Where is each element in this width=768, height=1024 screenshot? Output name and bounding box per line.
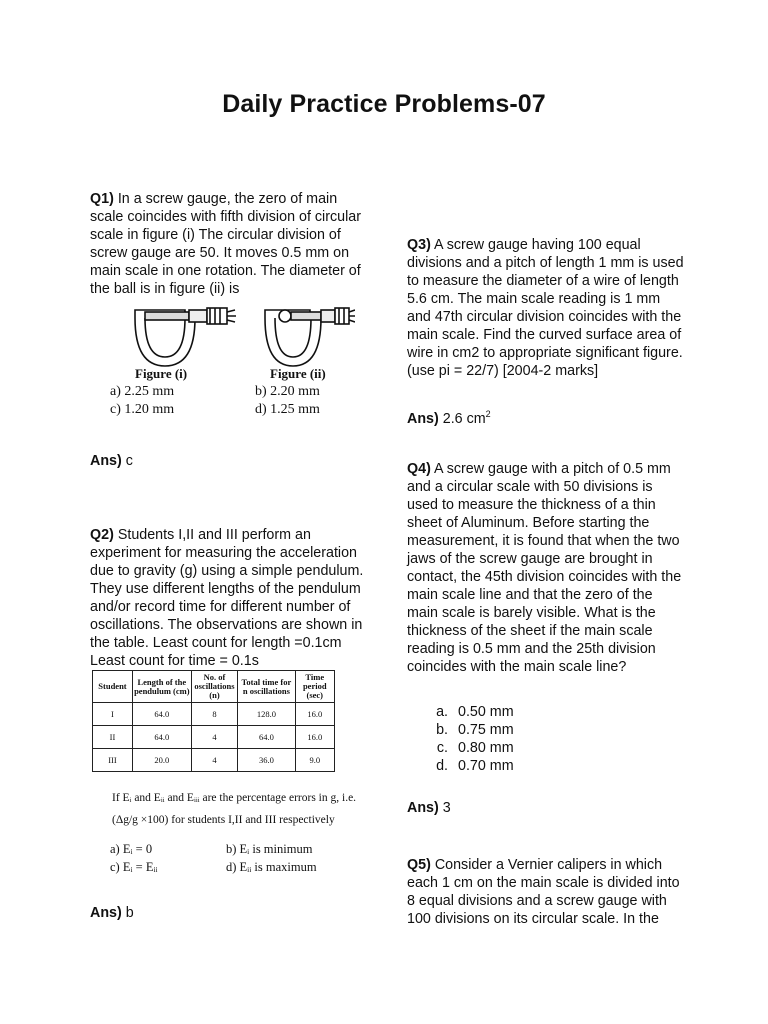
q2-option-b: b) Eᵢ is minimum bbox=[226, 842, 313, 856]
question-2 bbox=[90, 526, 368, 670]
table-cell: 20.0 bbox=[132, 749, 191, 772]
table-cell: 4 bbox=[191, 726, 238, 749]
screw-gauge-figure-2 bbox=[265, 308, 355, 366]
q1-answer-label: Ans) bbox=[90, 453, 122, 469]
table-cell: 64.0 bbox=[238, 726, 295, 749]
question-5-body: Consider a Vernier calipers in which each 1 cm on the main scale is divided into 8 equal divisions and a screw gauge with 100 divisions on its circular scale. In the bbox=[407, 857, 680, 927]
q3-answer-superscript: 2 bbox=[485, 409, 491, 419]
q1-option-c: c) 1.20 mm bbox=[110, 402, 175, 417]
table-cell: 16.0 bbox=[295, 726, 334, 749]
q1-answer-value: c bbox=[121, 453, 133, 469]
question-4-number: Q4) bbox=[407, 461, 431, 477]
table-header-cell: Total time for n oscillations bbox=[238, 671, 295, 703]
figure-captions-and-options bbox=[105, 366, 355, 420]
table-cell: 36.0 bbox=[238, 749, 295, 772]
table-header-cell: Time period (sec) bbox=[295, 671, 334, 703]
screw-gauge-figure-1 bbox=[135, 308, 236, 366]
q1-option-d: d) 1.25 mm bbox=[255, 402, 320, 417]
q2-note-line-2: (Δg/g ×100) for students I,II and III respectively bbox=[112, 814, 335, 826]
question-3-body: A screw gauge having 100 equal divisions and a pitch of length 1 mm is used to measure the diameter of a wire of length 5.6 cm. The main scale reading is 1 mm and 47th circular division coincides with the main scale. Find the curved surface area of wire in cm2 to appropriate significant figure. (use pi = 22/7) [2004-2 marks] bbox=[407, 237, 684, 379]
table-row bbox=[93, 726, 335, 749]
question-1-number: Q1) bbox=[90, 191, 114, 207]
q2-option-d: d) Eᵢᵢ is maximum bbox=[226, 860, 317, 874]
table-cell: 128.0 bbox=[238, 703, 295, 726]
table-header-row bbox=[93, 671, 335, 703]
observation-table bbox=[92, 670, 335, 772]
q2-note bbox=[112, 790, 362, 828]
question-3-number: Q3) bbox=[407, 237, 431, 253]
question-5 bbox=[407, 856, 685, 928]
table-cell: 4 bbox=[191, 749, 238, 772]
q4-answer-label: Ans) bbox=[407, 800, 439, 816]
table-cell: 64.0 bbox=[132, 703, 191, 726]
page-title: Daily Practice Problems-07 bbox=[222, 90, 546, 118]
q3-answer bbox=[407, 405, 685, 428]
table-row bbox=[93, 703, 335, 726]
q4-option-b: b. 0.75 mm bbox=[452, 721, 685, 739]
table-header-cell: Length of the pendulum (cm) bbox=[132, 671, 191, 703]
table-cell: 64.0 bbox=[132, 726, 191, 749]
q2-options bbox=[110, 840, 360, 876]
q1-option-a: a) 2.25 mm bbox=[110, 384, 175, 399]
table-header-cell: Student bbox=[93, 671, 133, 703]
question-4-body: A screw gauge with a pitch of 0.5 mm and a circular scale with 50 divisions is used to measure the thickness of a thin sheet of Aluminum. Before starting the measurement, it is found that when the two jaws of the screw gauge are brought in contact, the 45th division coincides with the main scale line and that the zero of the main scale is barely visible. What is the thickness of the sheet if the main scale reading is 0.5 mm and the 25th division coincides with the main scale line? bbox=[407, 461, 682, 675]
question-4 bbox=[407, 460, 685, 775]
question-1 bbox=[90, 190, 368, 298]
figure-1-caption: Figure (i) bbox=[135, 366, 188, 381]
q1-option-b: b) 2.20 mm bbox=[255, 384, 320, 399]
table-cell: 8 bbox=[191, 703, 238, 726]
table-cell: 9.0 bbox=[295, 749, 334, 772]
q1-answer bbox=[90, 452, 368, 470]
question-5-number: Q5) bbox=[407, 857, 431, 873]
q3-answer-label: Ans) bbox=[407, 410, 439, 427]
question-1-body: In a screw gauge, the zero of main scale coincides with fifth division of circular scale in figure (i) The circular division of screw gauge are 50. It moves 0.5 mm on main scale in one rotation. The diameter of the ball is in figure (ii) is bbox=[90, 191, 361, 297]
q4-answer bbox=[407, 799, 685, 817]
q2-answer-label: Ans) bbox=[90, 905, 122, 921]
q2-option-c: c) Eᵢ = Eᵢᵢ bbox=[110, 860, 158, 874]
table-cell: II bbox=[93, 726, 133, 749]
q4-answer-value: 3 bbox=[438, 800, 451, 816]
question-3 bbox=[407, 236, 685, 380]
q2-note-line-1: If Eᵢ and Eᵢᵢ and Eᵢᵢᵢ are the percentage errors in g, i.e. bbox=[112, 792, 357, 804]
table-header-cell: No. of oscillations (n) bbox=[191, 671, 238, 703]
q2-answer bbox=[90, 904, 368, 922]
question-2-body: Students I,II and III perform an experiment for measuring the acceleration due to gravity (g) using a simple pendulum. They use different lengths of the pendulum and/or record time for different number of oscillations. The observations are shown in the table. Least count for length =0.1cm Least count for time = 0.1s bbox=[90, 527, 364, 669]
figure-2-caption: Figure (ii) bbox=[270, 366, 326, 381]
q3-answer-value: 2.6 cm bbox=[438, 410, 486, 427]
question-1-text bbox=[90, 190, 368, 298]
question-2-text bbox=[90, 526, 368, 670]
table-cell: 16.0 bbox=[295, 703, 334, 726]
q4-option-a: a. 0.50 mm bbox=[452, 703, 685, 721]
q4-options-list bbox=[407, 703, 685, 775]
q4-option-c: c. 0.80 mm bbox=[452, 739, 685, 757]
table-cell: III bbox=[93, 749, 133, 772]
table-cell: I bbox=[93, 703, 133, 726]
question-4-text bbox=[407, 460, 685, 676]
question-3-text bbox=[407, 236, 685, 380]
table-row bbox=[93, 749, 335, 772]
question-2-number: Q2) bbox=[90, 527, 114, 543]
question-5-text bbox=[407, 856, 685, 928]
q2-answer-value: b bbox=[121, 905, 134, 921]
q2-option-a: a) Eᵢ = 0 bbox=[110, 842, 153, 856]
q4-option-d: d. 0.70 mm bbox=[452, 757, 685, 775]
